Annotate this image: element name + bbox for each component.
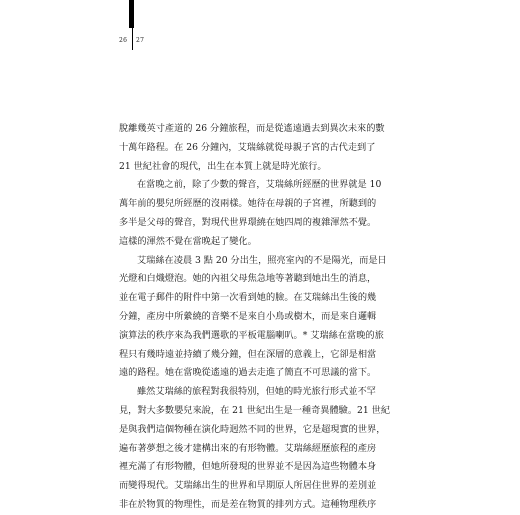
page-spine-rule (129, 0, 134, 28)
text-line-content: 脫離幾英寸產道的 26 分鐘旅程，而是從遙遠過去到異次未來的數 (119, 123, 385, 134)
text-line-content: 光燈和白熾燈泡。她的內祖父母焦急地等著聽到她出生的消息， (119, 273, 377, 285)
text-line (119, 289, 409, 308)
text-line (119, 214, 409, 233)
page-number-right: 27 (136, 37, 145, 44)
text-line-content: 非在於物質的物理性，而是差在物質的排列方式。這種物理秩序 (119, 498, 377, 510)
text-line-content: 在當晚之前，除了少數的聲音，艾瑞絲所經歷的世界就是 10 (137, 179, 382, 191)
text-line-content: 十萬年路程。在 26 分鐘內，艾瑞絲就從母親子宮的古代走到了 (119, 141, 376, 153)
text-line (119, 176, 409, 195)
text-line (119, 158, 409, 177)
text-line (119, 252, 409, 271)
text-line-content: 演算法的秩序來為我們選歌的平板電腦喇叭。* 艾瑞絲在當晚的旅 (119, 329, 384, 341)
text-line-content: 是與我們這個物種在演化時迥然不同的世界，它是超現實的世界， (119, 423, 386, 435)
text-line (119, 440, 409, 459)
text-line (119, 402, 409, 421)
text-line (119, 308, 409, 327)
text-line-content: 遠的路程。她在當晚從遙遠的過去走進了簡直不可思議的當下。 (119, 367, 377, 379)
text-line (119, 458, 409, 477)
text-line (119, 120, 409, 139)
text-line (119, 139, 409, 158)
page-divider-rule (132, 28, 133, 50)
text-line-content: 艾瑞絲在凌晨 3 點 20 分出生，照亮室內的不是陽光，而是日 (137, 254, 387, 266)
text-line-content: 多半是父母的聲音，對現代世界環繞在她四周的複雜渾然不覺。 (119, 216, 377, 228)
text-line-content: 程只有幾時遠並持續了幾分鐘，但在深層的意義上，它卻是相當 (119, 348, 377, 360)
text-line-content: 21 世紀社會的現代，出生在本質上就是時光旅行。 (119, 160, 327, 172)
text-line-content: 裡充滿了有形物體，但她所發現的世界並不是因為這些物體本身 (119, 461, 377, 473)
text-line-content: 萬年前的嬰兒所經歷的沒兩樣。她待在母親的子宮裡，所聽到的 (119, 198, 377, 210)
text-line (119, 477, 409, 496)
text-line (119, 270, 409, 289)
text-line (119, 195, 409, 214)
text-line (119, 496, 409, 515)
text-line (119, 233, 409, 252)
text-line-content: 分鐘，產房中所縈繞的音樂不是來自小鳥或樹木，而是來自邏輯 (119, 310, 377, 322)
text-line-content: 遍布著夢想之後才建構出來的有形物體。艾瑞絲經歷旅程的產房 (119, 442, 377, 454)
text-line (119, 421, 409, 440)
text-line (119, 346, 409, 365)
text-line-content: 雖然艾瑞絲的旅程對我很特別，但她的時光旅行形式並不罕 (137, 386, 376, 398)
text-line (119, 364, 409, 383)
text-line-content: 而變得現代。艾瑞絲出生的世界和早期原人所居住世界的差別並 (119, 480, 377, 492)
text-line (119, 327, 409, 346)
page-number-left: 26 (119, 37, 128, 44)
body-text (119, 120, 409, 515)
text-line-content: 並在電子郵件的附件中第一次看到她的臉。在艾瑞絲出生後的幾 (119, 292, 377, 304)
text-line (119, 383, 409, 402)
text-line-content: 見，對大多數嬰兒來說，在 21 世紀出生是一種奇異體驗。21 世紀 (119, 404, 391, 416)
text-line-content: 這樣的渾然不覺在當晚起了變化。 (119, 235, 257, 247)
